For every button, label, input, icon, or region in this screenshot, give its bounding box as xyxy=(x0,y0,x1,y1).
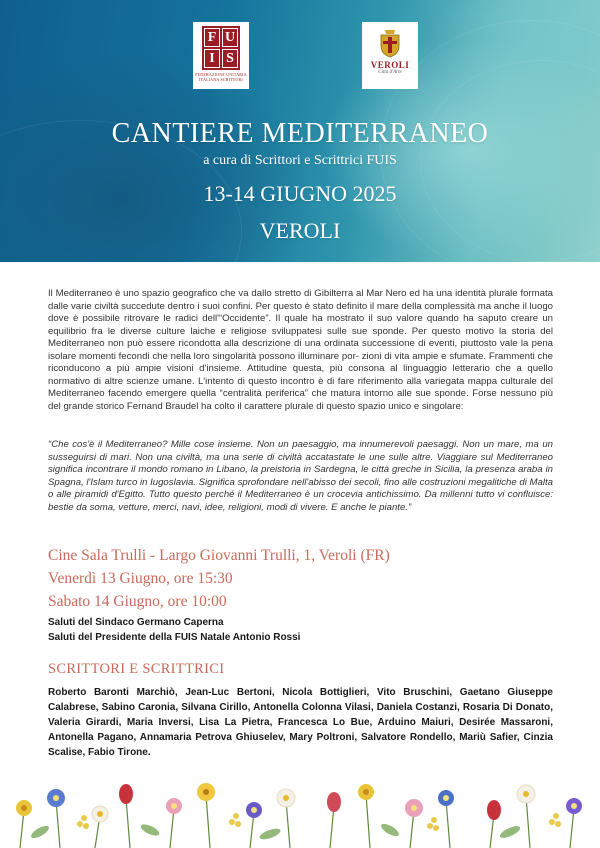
greeting-president: Saluti del Presidente della FUIS Natale Antonio Rossi xyxy=(48,632,301,643)
braudel-quote: “Che cos'è il Mediterraneo? Mille cose insieme. Non un paesaggio, ma innumerevoli paesaggi. Non un mare, ma un susseguirsi di mari. Non una civiltà, ma una serie di civiltà accatastate le une sulle altre. Viaggiare sul Mediterraneo significa incontrare il mondo romano in Libano, la preistoria in Sardegna, le città greche in Sicilia, la presenza araba in Spagna, l'Islam turco in Iugoslavia. Significa sprofondare nell'abisso dei secoli, fino alle costruzioni megalitiche di Malta o alle piramidi d'Egitto. Tutto questo perché il Mediterraneo è un crocevia antichissimo. Da millenni tutto vi confluisce: bestie da soma, vetture, merci, navi, idee, religioni, modi di vivere. E anche le piante.” xyxy=(48,439,553,513)
page-subtitle: a cura di Scrittori e Scrittrici FUIS xyxy=(203,153,397,168)
authors-list: Roberto Baronti Marchiò, Jean-Luc Bertoni, Nicola Bottiglieri, Vito Bruschini, Gaetano Giuseppe Calabrese, Sabino Caronia, Silvana Cirillo, Antonella Colonna Vilasi, Daniela Costanzi, Rosaria Di Donato, Valeria Girardi, Maria Inversi, Lisa La Pietra, Francesca Lo Bue, Arduino Maiuri, Desirée Massaroni, Antonella Pagano, Annamaria Petrova Ghiuselev, Mary Poltroni, Salvatore Rondello, Mariù Safier, Cinzia Scalise, Fabio Tirone. xyxy=(48,687,553,758)
event-dates: 13-14 GIUGNO 2025 xyxy=(203,181,397,206)
veroli-shield-icon xyxy=(379,28,401,58)
event-venue: Cine Sala Trulli - Largo Giovanni Trulli, 1, Veroli (FR) xyxy=(48,547,390,564)
fuis-logo xyxy=(193,22,249,89)
hero-sea-image xyxy=(0,0,600,262)
veroli-logo xyxy=(362,22,418,89)
fuis-letter: F xyxy=(204,28,220,47)
greeting-mayor: Saluti del Sindaco Germano Caperna xyxy=(48,617,224,628)
event-city: VEROLI xyxy=(259,218,341,243)
authors-heading: SCRITTORI E SCRITTRICI xyxy=(48,661,225,677)
intro-paragraph: Il Mediterraneo è uno spazio geografico che va dallo stretto di Gibilterra al Mar Nero ed ha una identità plurale formata dalle varie civiltà succedute dentro i suoi confini. Per questo è stato definito il mare della complessità ma anche il luogo dove è possibile ritrovare le radici dell'“Occidente”. Il quale ha mostrato il suo valore quando ha saputo creare un equilibrio fra le diverse culture laiche e religiose sviluppatesi sulle sue sponde. Per questo motivo la storia del Mediterraneo non può essere ricondotta alla descrizione di una ordinata successione di eventi, piuttosto vale la pena isolare momenti fecondi che nella loro singolarità possono illuminare por- zioni di vita ampie e sfumate. Frammenti che riconducono a più ampie visioni d'insieme. Attitudine questa, più consona al linguaggio letterario che a quello normativo di altre scienze umane. L'intento di questo incontro è di fare riferimento alla variegata mappa culturale del Mediterraneo facendo emergere quella “centralità periferica” che matura intorno alle sue sponde. Forse nessuno più del grande storico Fernand Braudel ha colto il carattere plurale di questo spazio unico e singolare: xyxy=(48,288,553,412)
veroli-logo-subtitle: Città d'Arte xyxy=(378,70,402,75)
fuis-logo-caption: FEDERAZIONE UNITARIA ITALIANA SCRITTORI xyxy=(195,72,247,82)
fuis-letter: S xyxy=(222,49,238,68)
page-title: CANTIERE MEDITERRANEO xyxy=(111,118,489,149)
flower-border-decoration xyxy=(0,770,600,848)
fuis-letter: I xyxy=(204,49,220,68)
event-day-2: Sabato 14 Giugno, ore 10:00 xyxy=(48,593,227,610)
veroli-logo-name: VEROLI xyxy=(370,60,410,70)
fuis-letter: U xyxy=(222,28,238,47)
event-day-1: Venerdì 13 Giugno, ore 15:30 xyxy=(48,570,233,587)
